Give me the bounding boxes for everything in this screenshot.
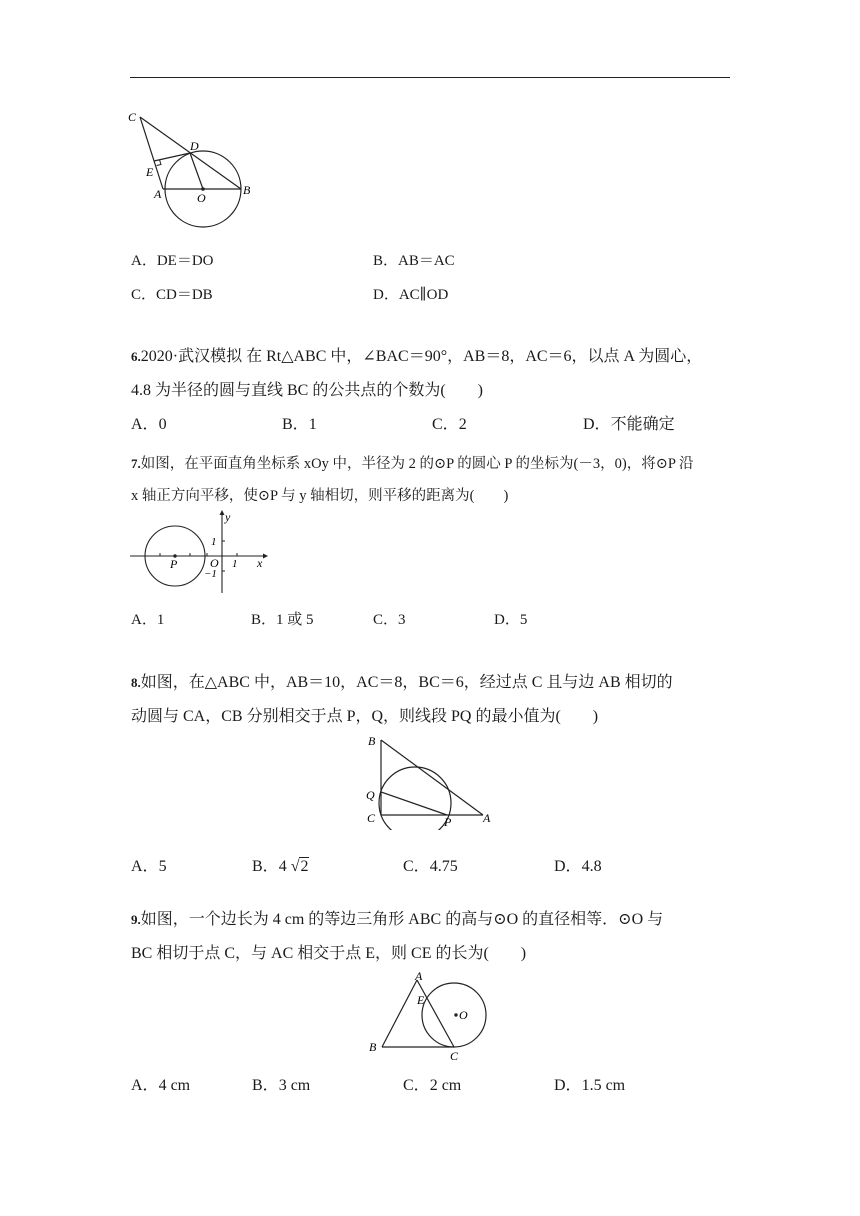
q9-label-o: O	[459, 1008, 468, 1022]
q5-figure	[120, 105, 270, 235]
q9-figure	[365, 968, 500, 1063]
q8-label-a: A	[483, 811, 491, 825]
q7-label-p: P	[170, 557, 178, 571]
q7-option-d[interactable]	[494, 608, 527, 629]
option-text: AC∥OD	[398, 287, 449, 303]
q7-line2: x 轴正方向平移，使⊙P 与 y 轴相切，则平移的距离为( )	[131, 488, 509, 504]
option-letter: B．	[252, 1077, 279, 1094]
option-letter: C．	[432, 416, 459, 433]
option-text: 3	[398, 612, 406, 628]
q5-label-a: A	[154, 187, 162, 201]
q7-label-o: O	[210, 556, 219, 570]
q7-y-arrow	[220, 510, 225, 515]
q7-x-arrow	[263, 554, 268, 559]
option-letter: A．	[131, 858, 159, 875]
option-text: 4.75	[429, 858, 458, 875]
q5-line-do	[190, 153, 203, 189]
q8-label-c: C	[367, 811, 376, 825]
q7-option-c[interactable]	[373, 608, 406, 629]
q6-option-c[interactable]	[432, 411, 467, 434]
q9-circle-o	[422, 983, 486, 1047]
option-letter: C．	[403, 858, 430, 875]
option-text: 1.5 cm	[581, 1077, 626, 1094]
option-text: 2 cm	[429, 1077, 462, 1094]
option-text: 3 cm	[278, 1077, 311, 1094]
option-letter: C．	[131, 287, 157, 303]
q8-option-b[interactable]	[252, 853, 309, 876]
q9-option-a[interactable]	[131, 1072, 190, 1095]
q8-option-c[interactable]	[403, 853, 458, 876]
q7-text-line2	[131, 484, 508, 505]
option-letter: A．	[131, 1077, 159, 1094]
option-letter: D．	[554, 858, 582, 875]
q5-line-de	[154, 153, 190, 161]
option-text: 5	[158, 858, 167, 875]
q9-line1: 如图，一个边长为 4 cm 的等边三角形 ABC 的高与⊙O 的直径相等．⊙O 与	[140, 911, 664, 928]
option-text: 0	[158, 416, 167, 433]
option-letter: B．	[373, 253, 399, 269]
q8-text-line1	[131, 669, 673, 692]
q5-option-d[interactable]	[373, 283, 448, 304]
q8-side-ab	[381, 740, 483, 815]
option-letter: B．	[251, 612, 277, 628]
q5-option-a[interactable]	[131, 249, 214, 270]
option-letter: D．	[554, 1077, 582, 1094]
q9-option-b[interactable]	[252, 1072, 310, 1095]
q6-line1: 2020·武汉模拟 在 Rt△ABC 中，∠BAC＝90°，AB＝8，AC＝6，以点 A 为圆心，	[140, 348, 703, 365]
q8-label-q: Q	[366, 788, 375, 802]
option-letter: A．	[131, 253, 157, 269]
q8-text-line2	[131, 703, 598, 726]
q9-label-e: E	[417, 993, 425, 1007]
option-text: CD＝DB	[156, 287, 213, 303]
header-rule	[130, 77, 730, 78]
q7-text-line1	[131, 452, 694, 473]
option-letter: B．	[282, 416, 309, 433]
option-text: 5	[519, 612, 528, 628]
q6-text-line1	[131, 343, 702, 366]
q9-text-line1	[131, 906, 663, 929]
q8-label-b: B	[368, 734, 376, 748]
q8-line1: 如图，在△ABC 中，AB＝10，AC＝8，BC＝6，经过点 C 且与边 AB 相切的	[140, 674, 673, 691]
q9-line2: BC 相切于点 C，与 AC 相交于点 E，则 CE 的长为( )	[131, 945, 527, 962]
sqrt-symbol: √2	[290, 858, 309, 875]
q5-label-d: D	[190, 139, 199, 153]
q9-side-ab	[382, 980, 417, 1047]
option-text: AB＝AC	[398, 253, 455, 269]
q5-label-e: E	[146, 165, 154, 179]
option-text: DE＝DO	[156, 253, 214, 269]
q8-line2: 动圆与 CA，CB 分别相交于点 P，Q，则线段 PQ 的最小值为( )	[131, 708, 599, 725]
q5-label-o: O	[197, 191, 206, 205]
q8-number: 8.	[131, 675, 141, 690]
q7-label-one-y: 1	[211, 536, 217, 548]
q8-label-p: P	[444, 815, 452, 829]
q7-label-x: x	[257, 556, 263, 570]
option-letter: A．	[131, 612, 157, 628]
option-text: 4.8	[581, 858, 602, 875]
q5-option-c[interactable]	[131, 283, 213, 304]
q8-option-d[interactable]	[554, 853, 602, 876]
option-text: 不能确定	[610, 416, 675, 433]
option-letter: C．	[373, 612, 399, 628]
option-letter: B．	[252, 858, 279, 875]
option-letter: C．	[403, 1077, 430, 1094]
q9-option-c[interactable]	[403, 1072, 461, 1095]
q7-option-b[interactable]	[251, 608, 314, 629]
q5-label-c: C	[128, 110, 137, 124]
q5-option-b[interactable]	[373, 249, 455, 270]
q6-option-a[interactable]	[131, 411, 167, 434]
q8-option-a[interactable]	[131, 853, 167, 876]
option-letter: D．	[494, 612, 520, 628]
q8-figure	[360, 730, 500, 830]
q8-moving-circle	[379, 767, 451, 830]
q9-text-line2	[131, 940, 526, 963]
q7-line1: 如图，在平面直角坐标系 xOy 中，半径为 2 的⊙P 的圆心 P 的坐标为(－3，0)，将⊙P 沿	[140, 456, 694, 472]
q7-label-neg-one: −1	[204, 568, 217, 580]
q7-figure	[125, 505, 270, 597]
q7-option-a[interactable]	[131, 608, 164, 629]
option-text: 1 或 5	[276, 612, 314, 628]
q6-text-line2	[131, 377, 483, 400]
q9-number: 9.	[131, 912, 141, 927]
q6-number: 6.	[131, 349, 141, 364]
option-text: 1	[308, 416, 317, 433]
q6-option-b[interactable]	[282, 411, 317, 434]
option-letter: D．	[373, 287, 399, 303]
option-letter: D．	[583, 416, 611, 433]
q7-label-one-x: 1	[232, 558, 238, 570]
q6-option-d[interactable]	[583, 411, 675, 434]
option-text: 4 cm	[158, 1077, 191, 1094]
q7-label-y: y	[225, 510, 231, 524]
q9-label-a: A	[415, 969, 423, 983]
sqrt-radicand: 2	[300, 858, 309, 875]
q9-label-b: B	[369, 1040, 377, 1054]
option-text: 1	[156, 612, 165, 628]
q9-option-d[interactable]	[554, 1072, 625, 1095]
q8-segment-pq	[381, 792, 447, 815]
q5-label-b: B	[243, 183, 251, 197]
option-text: 2	[458, 416, 467, 433]
q7-number: 7.	[131, 456, 141, 471]
q9-label-c: C	[450, 1049, 459, 1063]
option-letter: A．	[131, 416, 159, 433]
q9-center-dot	[454, 1013, 457, 1016]
q6-line2: 4.8 为半径的圆与直线 BC 的公共点的个数为( )	[131, 382, 484, 399]
option-text: 4	[278, 858, 291, 875]
